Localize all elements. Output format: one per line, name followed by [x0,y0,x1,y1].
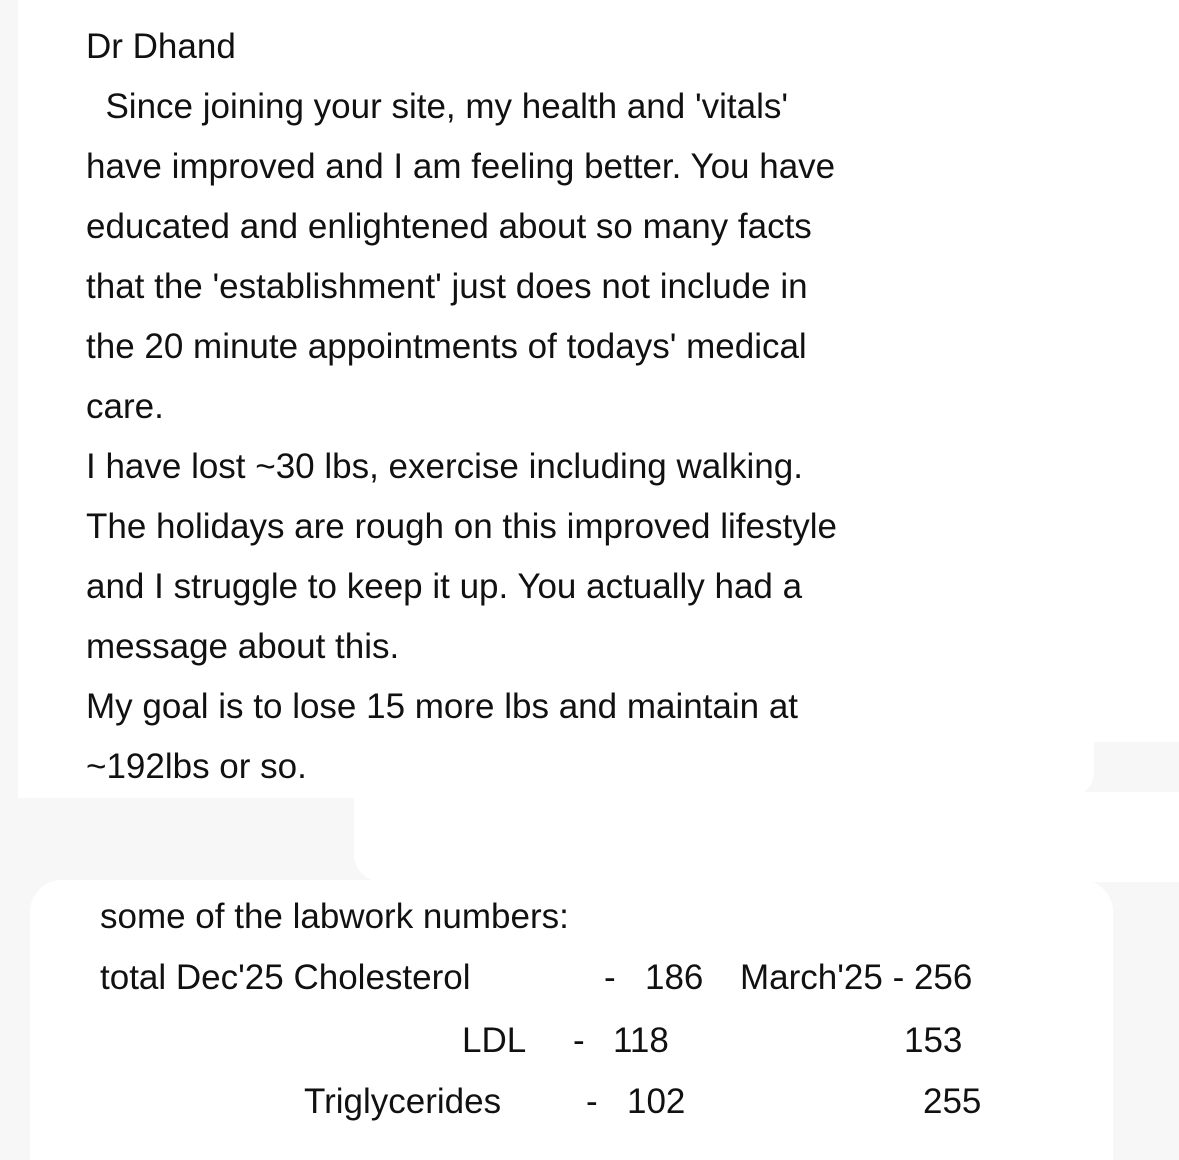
message-line: the 20 minute appointments of todays' medical [86,327,807,366]
message-line: care. [86,387,164,426]
message-line: and I struggle to keep it up. You actually had a [86,567,803,606]
message-line: Since joining your site, my health and 'vitals' [86,87,789,126]
lab-label: Triglycerides [304,1082,502,1121]
message-line: educated and enlightened about so many facts [86,207,812,246]
lab-dash: - [573,1021,585,1060]
lab-dec-value: 186 [645,958,704,997]
labwork-intro: some of the labwork numbers: [100,897,569,936]
message-line: message about this. [86,627,400,666]
lab-label: LDL [462,1021,527,1060]
message-line: The holidays are rough on this improved lifestyle [86,507,837,546]
message-greeting: Dr Dhand [86,27,236,66]
message-line: My goal is to lose 15 more lbs and maintain at [86,687,799,726]
message-bubble-connector [354,792,1179,882]
lab-dec-value: 118 [613,1021,669,1060]
lab-label: total Dec'25 Cholesterol [100,958,471,997]
lab-dec-value: 102 [627,1082,686,1121]
message-line: ~192lbs or so. [86,747,307,786]
lab-dash: - [586,1082,598,1121]
message-line: have improved and I am feeling better. You have [86,147,836,186]
message-line: I have lost ~30 lbs, exercise including walking. [86,447,803,486]
lab-march-value: 255 [923,1082,982,1121]
message-bubble-upper-extension [1094,0,1179,742]
message-line: that the 'establishment' just does not include in [86,267,808,306]
lab-march-value: 153 [904,1021,963,1060]
lab-march-value: March'25 - 256 [740,958,973,997]
lab-dash: - [604,958,616,997]
